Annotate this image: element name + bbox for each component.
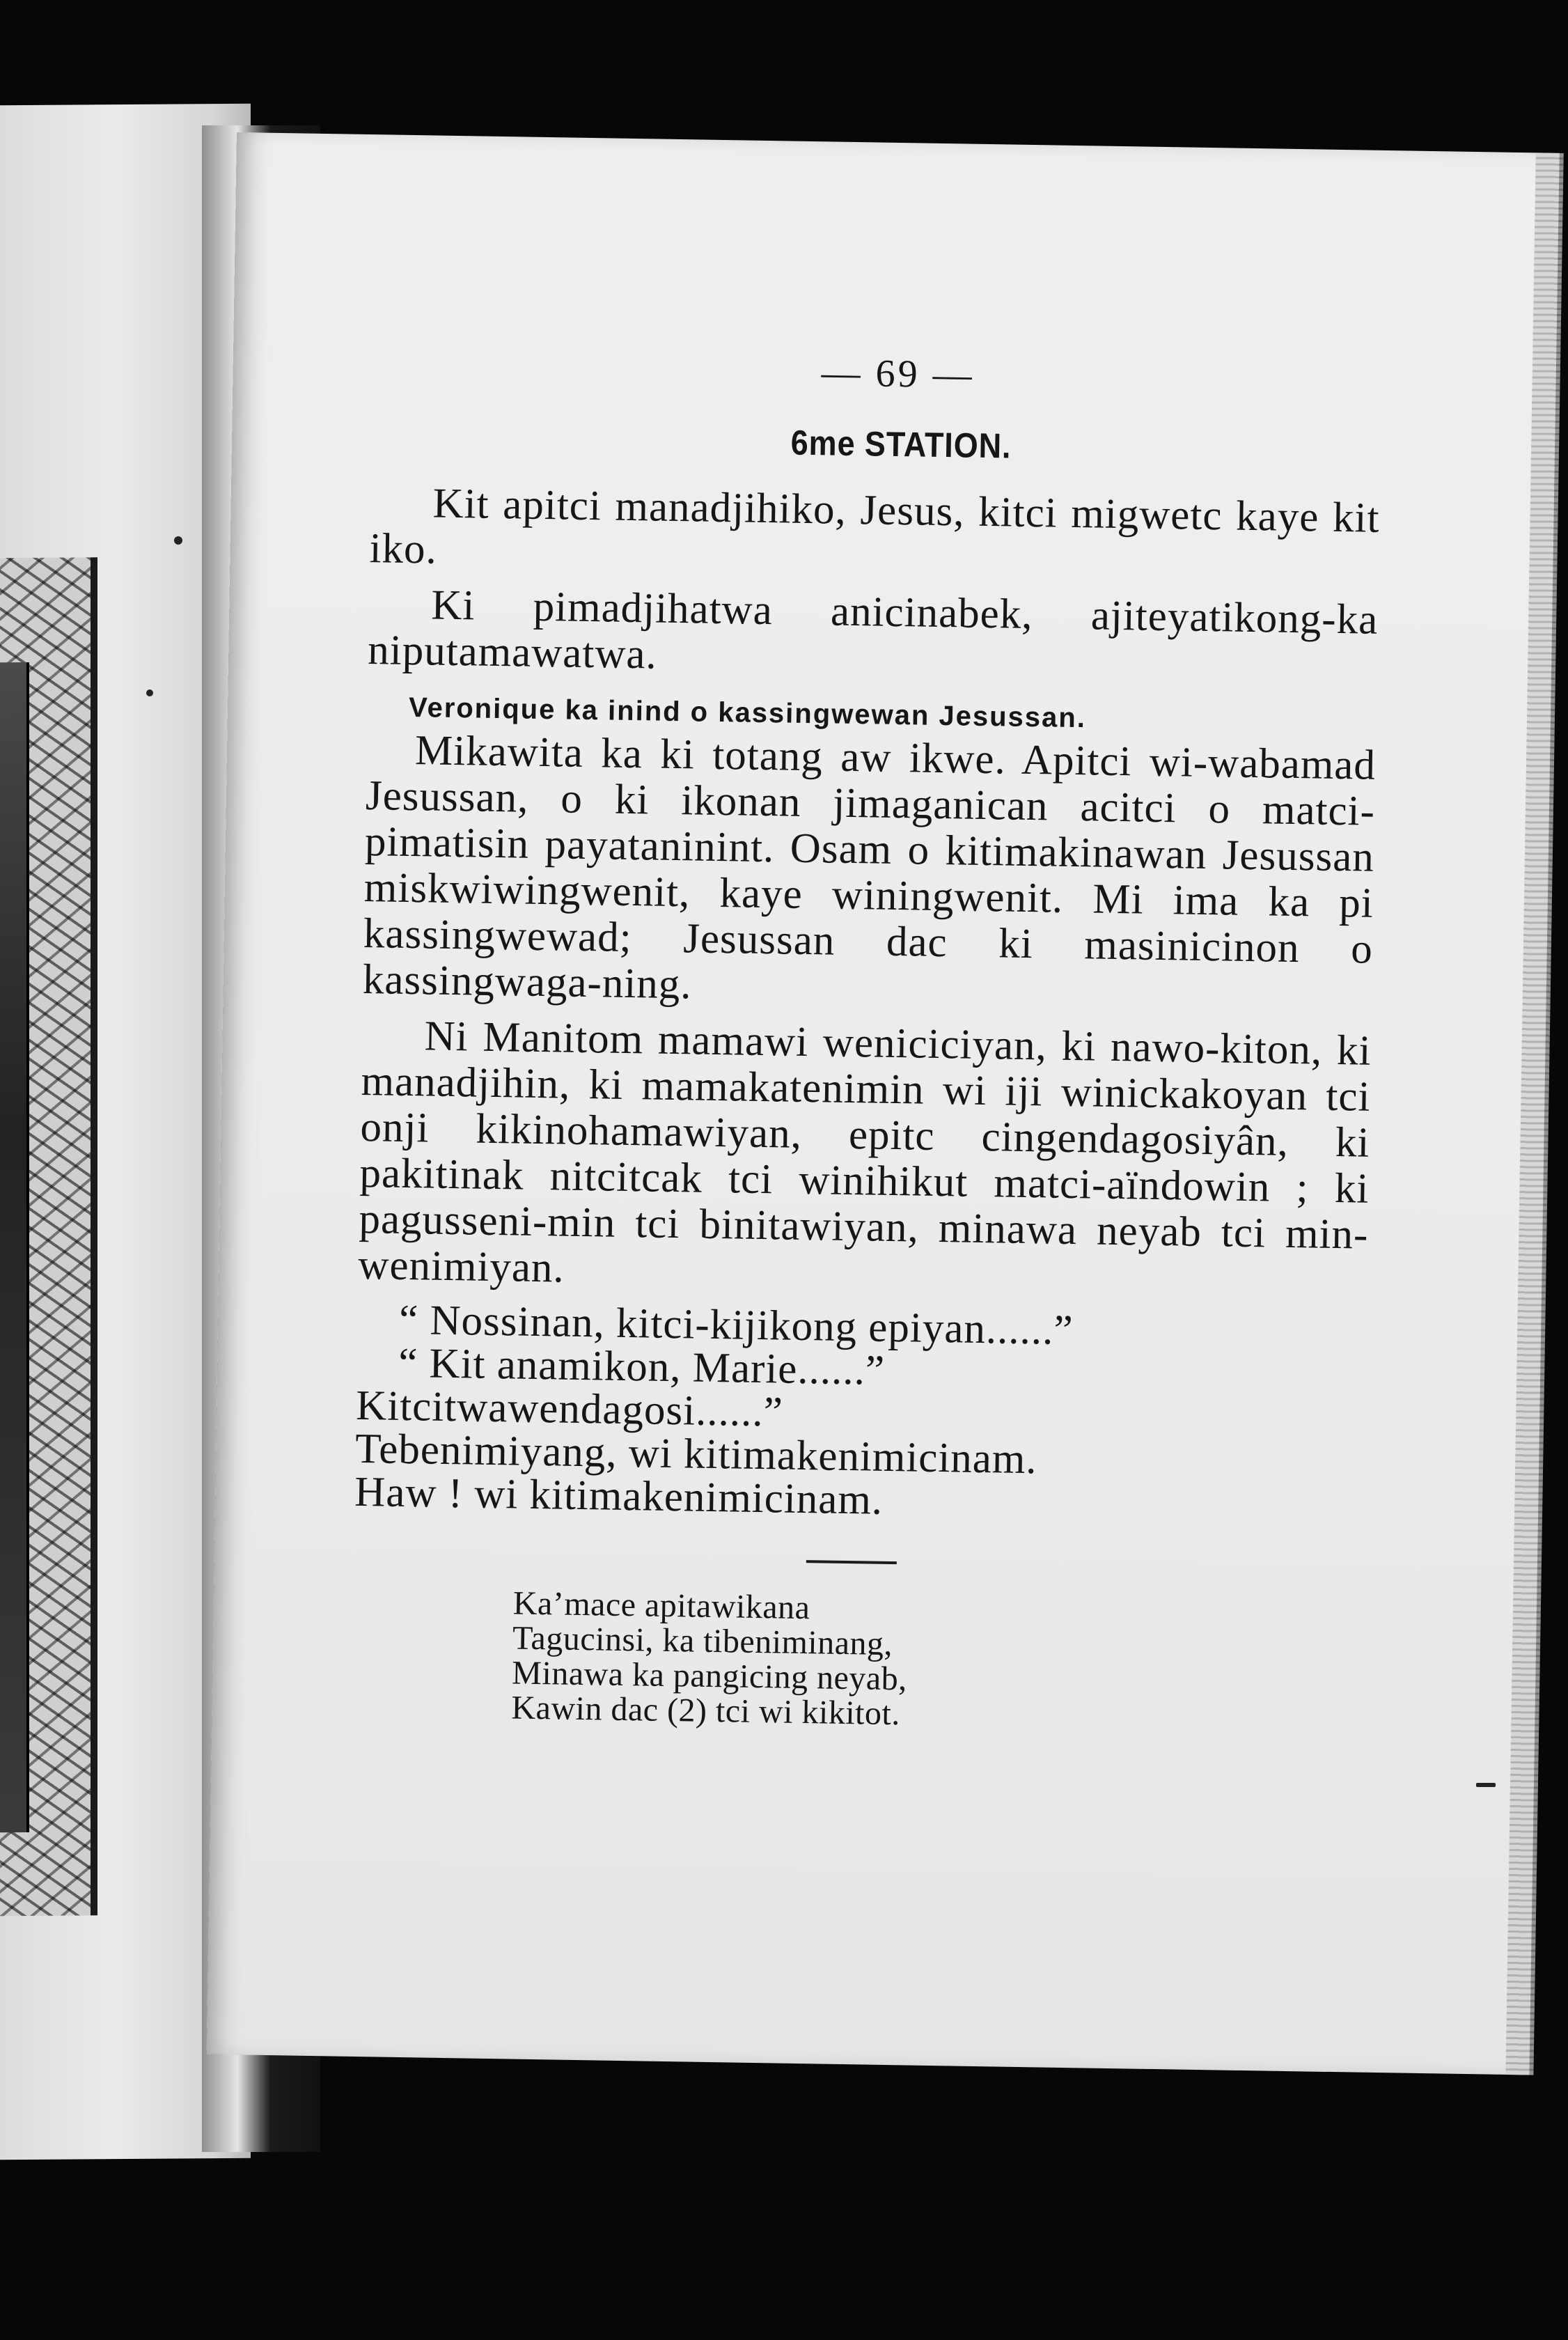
prayer-line: “ Nossinan, kitci-kijikong epiyan......”	[398, 1296, 1074, 1355]
prayer-line: “ Kit anamikon, Marie......”	[398, 1339, 886, 1394]
scan-speck	[146, 689, 153, 696]
verse-line: Kawin dac (2) tci wi kikitot.	[511, 1689, 901, 1733]
body-paragraph: Mikawita ka ki totang aw ikwe. Apitci wi-wabamad Jesussan, o ki ikonan jimaganican acitci o matci-pimatisin payataninint. Osam o kitimakinawan Jesussan miskwiwingwenit, kaye winingwenit. Mi ima ka pi kassingwewad; Jesussan dac ki masinicinon o kassingwaga-ning.	[362, 727, 1377, 1008]
intro-paragraph: Ki pimadjihatwa anicinabek, ajiteyatikong-ka niputamawatwa.	[367, 582, 1379, 678]
right-page	[207, 132, 1560, 2075]
prayer-line: Kitcitwawendagosi......”	[355, 1382, 784, 1436]
body-paragraph: Ni Manitom mamawi weniciciyan, ki nawo-kiton, ki manadjihin, ki mamakatenimin wi iji winickakoyan tci onji kikinohamawiyan, epitc cingendagosiyân, ki pakitinak nitcitcak tci winihikut matci-aïndowin ; ki pagusseni-min tci binitawiyan, minawa neyab tci min-wenimiyan.	[357, 1013, 1372, 1292]
section-divider	[806, 1560, 897, 1564]
verse-line: Tagucinsi, ka tibeniminang,	[512, 1619, 893, 1663]
station-title: 6me STATION.	[790, 423, 1012, 466]
page-edge	[1505, 153, 1563, 2075]
prayer-line: Haw ! wi kitimakenimicinam.	[354, 1468, 884, 1524]
intro-paragraph: Kit apitci manadjihiko, Jesus, kitci migwetc kaye kit iko.	[369, 480, 1381, 573]
decorative-floral-border	[0, 557, 97, 1916]
verse-line: Minawa ka pangicing neyab,	[511, 1654, 908, 1698]
section-subheading: Veronique ka inind o kassingwewan Jesussan.	[408, 692, 1087, 734]
page-number: — 69 —	[821, 351, 975, 397]
prayer-block	[354, 1298, 1367, 1530]
page-content	[351, 343, 1382, 1739]
scan-speck	[174, 536, 182, 545]
scan-speck	[1476, 1783, 1496, 1787]
verse-line: Ka’mace apitawikana	[512, 1584, 810, 1627]
prayer-line: Tebenimiyang, wi kitimakenimicinam.	[354, 1425, 1038, 1483]
verse-block	[511, 1586, 1363, 1738]
